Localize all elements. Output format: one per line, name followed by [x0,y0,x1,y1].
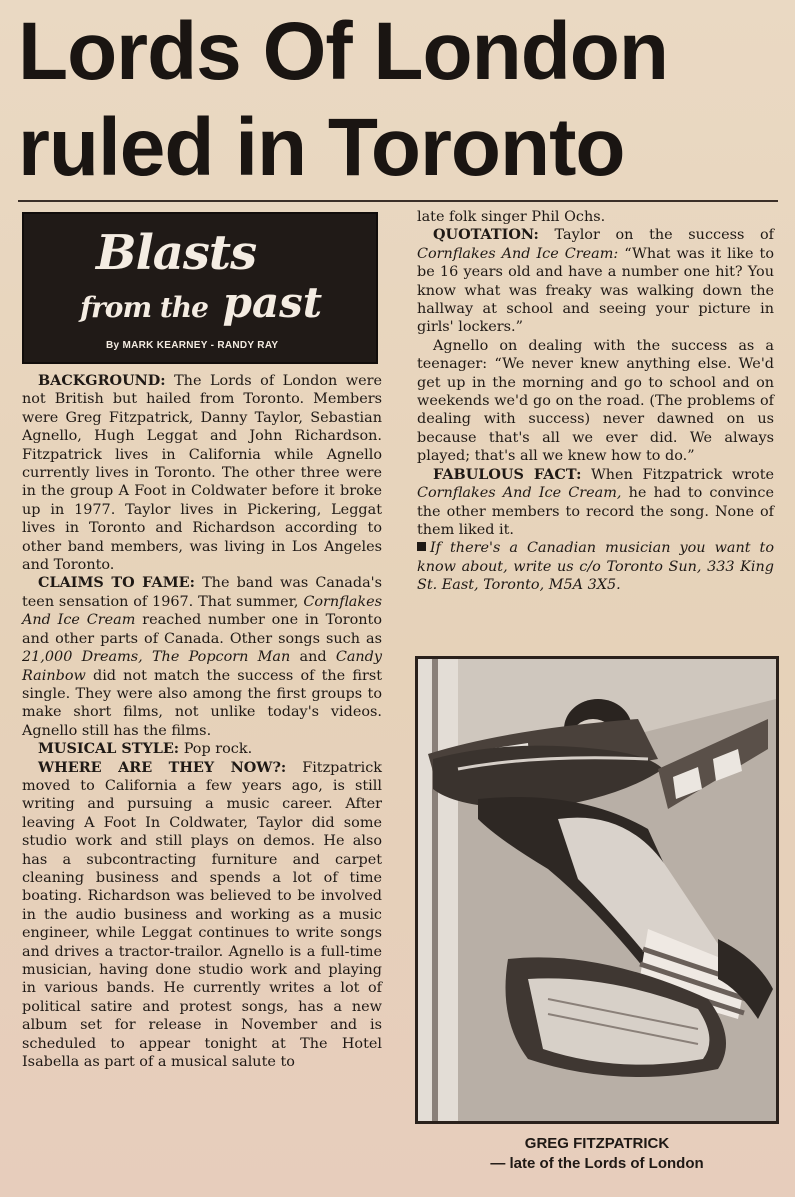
notice-text: If there's a Canadian musician you want to know about, write us c/o Toronto Sun, 333 King St. East, Toronto, M5A 3X5. [417,540,774,594]
paragraph-claims [22,574,382,740]
caption-name: GREG FITZPATRICK [524,1135,670,1152]
caption-subtitle: — late of the Lords of London [490,1155,704,1172]
paragraph-style [22,740,382,758]
article-column-left [22,372,382,1071]
text-background: The Lords of London were not British but hailed from Toronto. Members were Greg Fitzpatrick, Danny Taylor, Sebastian Agnello, Hugh Leggat and John Richardson. Fitzpatrick lives in California while Agnello currently lives in Toronto. The other three were in the group A Foot in Coldwater before it broke up in 1977. Taylor lives in Pickering, Leggat lives in Toronto and Richardson according to other band members, was living in Los Angeles and Toronto. [22,373,382,574]
headline-line-2: ruled in Toronto [18,102,625,193]
logo-byline: By MARK KEARNEY - RANDY RAY [106,340,279,351]
paragraph-agnello: Agnello on dealing with the success as a teenager: “We never knew anything else. We'd get up in the morning and go to school and on weekends we'd go on the road. (The problems of dealing with success) never dawned on us because that's all we ever did. We always played; that's all we knew how to do.” [417,337,774,465]
song-title-3: Candy Rainbow [22,649,383,684]
article-column-right [417,208,774,595]
square-bullet-icon [417,542,426,551]
reader-notice [417,539,774,594]
photo-greg-fitzpatrick [415,656,779,1124]
song-title-1: Cornflakes And Ice Cream [22,593,382,629]
headline-line-1: Lords Of London [18,6,668,97]
photo-caption [415,1134,779,1174]
logo-from-the: from the [80,291,208,324]
text-claims-3: and [299,649,327,666]
paragraph-background [22,372,382,574]
song-title-fact: Cornflakes And Ice Cream, [417,485,622,502]
lead-style: MUSICAL STYLE: [38,740,180,758]
text-claims-4: did not match the success of the first single. They were also among the first groups to make short films, not unlike today's videos. Agnello still has the films. [22,667,382,739]
paragraph-continuation: late folk singer Phil Ochs. [417,209,606,225]
logo-blasts: Blasts [96,225,257,281]
text-fact-2: he had to convince the other members to record the song. None of them liked it. [417,485,774,538]
paragraph-where [22,759,382,1072]
text-fact-1: When Fitzpatrick wrote [591,466,774,483]
photo-illustration [418,659,776,1121]
song-title-2: 21,000 Dreams, The Popcorn Man [22,649,291,666]
text-where: Fitzpatrick moved to California a few years ago, is still writing and pursuing a music career. After leaving A Foot In Coldwater, Taylor did some studio work and still plays on demos. He also has a subcontracting furniture and carpet cleaning business and spends a lot of time boating. Richardson was believed to be involved in the audio business and working as a music engineer, while Leggat continues to write songs and drives a tractor-trailor. Agnello is a full-time musician, having done studio work and playing in various bands. He currently writes a lot of political satire and protest songs, has a new album set for release in November and is scheduled to appear tonight at The Hotel Isabella as part of a musical salute to [22,759,383,1071]
lead-background: BACKGROUND: [38,372,166,389]
logo-from-the-past [80,280,322,331]
paragraph-quotation [417,226,774,336]
text-style: Pop rock. [183,741,253,758]
lead-claims: CLAIMS TO FAME: [38,574,195,592]
song-title-quotation: Cornflakes And Ice Cream: [417,245,619,262]
text-claims-2: reached number one in Toronto and other parts of Canada. Other songs such as [22,612,382,647]
headline [18,4,778,196]
logo-past: past [222,278,323,327]
lead-where: WHERE ARE THEY NOW?: [38,758,287,776]
headline-divider [18,200,778,202]
text-claims-1: The band was Canada's teen sensation of 1967. That summer, [22,575,382,610]
column-logo [22,212,378,364]
lead-fact: FABULOUS FACT: [433,465,582,483]
lead-quotation: QUOTATION: [433,226,539,244]
text-quotation-1: Taylor on the success of [554,227,774,244]
text-quotation-2: “What was it like to be 16 years old and have a number one hit? You know what was freaky was walking down the hallway at school and seeing your picture in girls' lockers.” [417,245,775,336]
paragraph-fact [417,466,774,540]
